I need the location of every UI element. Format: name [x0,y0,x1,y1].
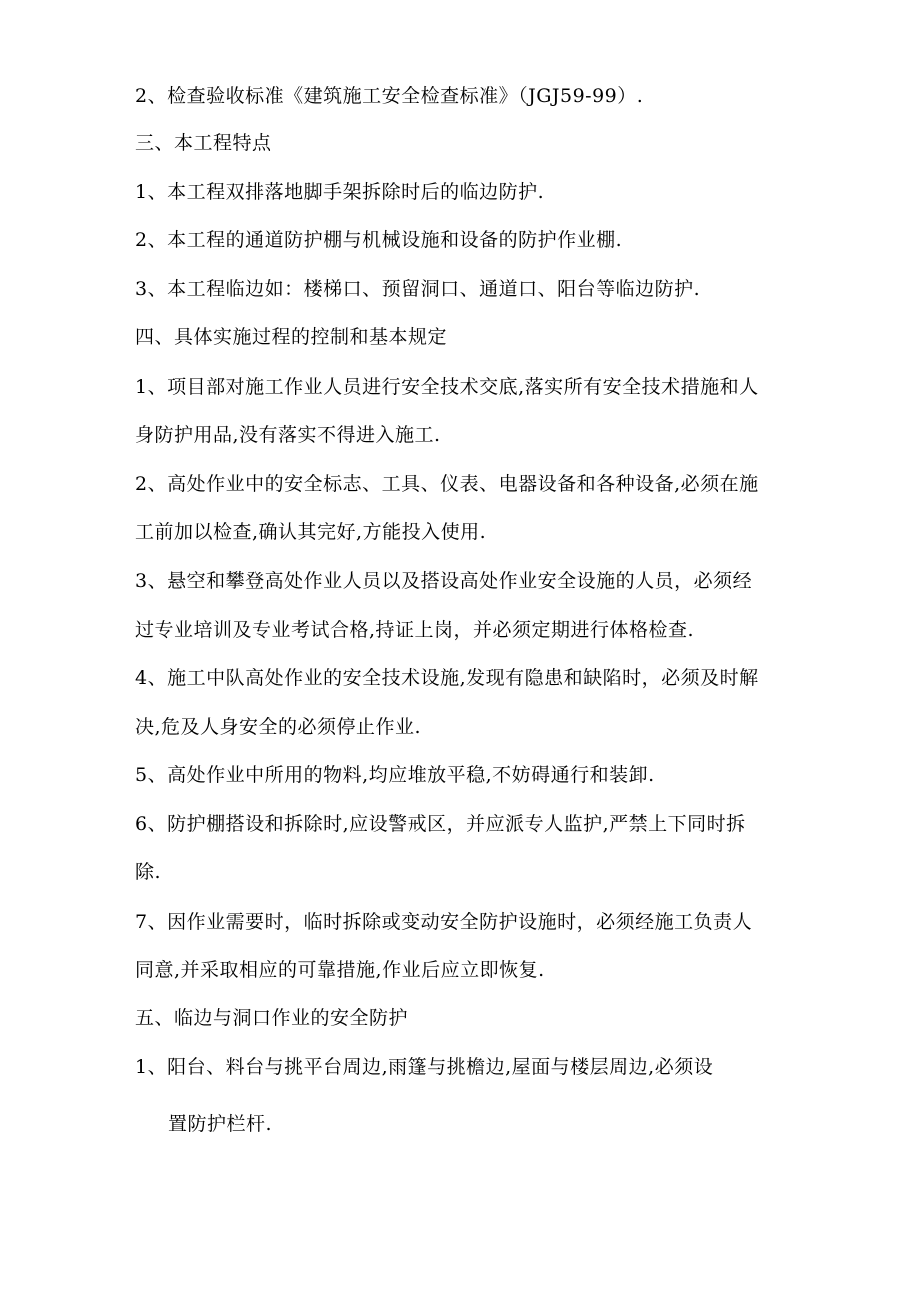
text-line: 2、高处作业中的安全标志、工具、仪表、电器设备和各种设备,必须在施 [135,473,759,495]
text-line: 除. [135,861,162,883]
section-heading: 三、本工程特点 [135,132,272,154]
text-line: 身防护用品,没有落实不得进入施工. [135,424,441,446]
text-line: 1、本工程双排落地脚手架拆除时后的临边防护. [135,181,545,203]
text-line: 决,危及人身安全的必须停止作业. [135,716,422,738]
text-line: 3、本工程临边如：楼梯口、预留洞口、通道口、阳台等临边防护. [135,278,701,300]
text-line: 置防护栏杆. [168,1113,273,1135]
text-line: 3、悬空和攀登高处作业人员以及搭设高处作业安全设施的人员，必须经 [135,570,753,592]
text-line: 过专业培训及专业考试合格,持证上岗，并必须定期进行体格检查. [135,619,695,641]
text-line: 5、高处作业中所用的物料,均应堆放平稳,不妨碍通行和装卸. [135,764,655,786]
text-line: 4、施工中队高处作业的安全技术设施,发现有隐患和缺陷时，必须及时解 [135,667,759,689]
text-line: 同意,并采取相应的可靠措施,作业后应立即恢复. [135,959,545,981]
text-line: 工前加以检查,确认其完好,方能投入使用. [135,521,487,543]
text-line: 7、因作业需要时，临时拆除或变动安全防护设施时，必须经施工负责人 [135,911,753,933]
text-line: 2、检查验收标准《建筑施工安全检查标准》（JGJ59-99）. [135,85,644,107]
section-heading: 五、临边与洞口作业的安全防护 [135,1007,409,1029]
text-line: 6、防护棚搭设和拆除时,应设警戒区，并应派专人监护,严禁上下同时拆 [135,813,746,835]
text-line: 2、本工程的通道防护棚与机械设施和设备的防护作业棚. [135,229,623,251]
text-line: 1、阳台、料台与挑平台周边,雨篷与挑檐边,屋面与楼层周边,必须设 [135,1056,714,1078]
text-line: 1、项目部对施工作业人员进行安全技术交底,落实所有安全技术措施和人 [135,376,759,398]
section-heading: 四、具体实施过程的控制和基本规定 [135,326,448,348]
